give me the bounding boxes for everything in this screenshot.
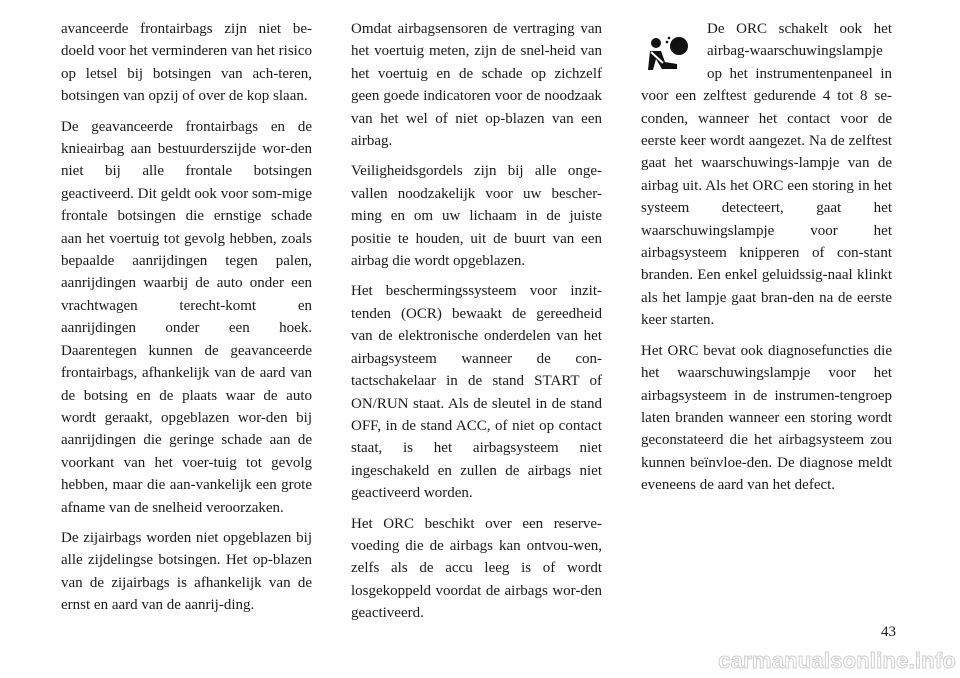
paragraph: De ORC schakelt ook het airbag-waarschuwingslampje op het instrumentenpaneel in voor een zelftest gedurende 4 tot 8 se-conden, wanneer het contact voor de eerste keer wordt aangezet. Na de zelftest gaat het waarschuwings-lampje van de airbag uit. Als het ORC een storing in het systeem detecteert, gaat het waarschuwingslampje voor het airbagsysteem knipperen of con-stant branden. Een enkel geluidssig-naal klinkt als het lampje gaat bran-den na de eerste keer starten. [641, 21, 892, 329]
icon-paragraph [641, 18, 892, 332]
paragraph: De geavanceerde frontairbags en de knieairbag aan bestuurderszijde wor-den niet bij alle frontale botsingen geactiveerd. Dit geldt ook voor som-mige frontale botsingen die ernstige schade aan het voertuig tot gevolg hebben, zoals bepaalde aanrijdingen tegen palen, aanrijdingen waarbij de auto onder een vrachtwagen terecht-komt en aanrijdingen onder een hoek. Daarentegen kunnen de geavanceerde frontairbags, afhankelijk van de aard van de botsing en de plaats waar de auto wordt geraakt, opgeblazen wor-den bij aanrijdingen die geringe schade aan de voorkant van het voer-tuig tot gevolg hebben, maar die aan-vankelijk een grote afname van de snelheid veroorzaken. [61, 118, 312, 516]
paragraph: Het beschermingssysteem voor inzit-tenden (OCR) bewaakt de gereedheid van de elektronische onderdelen van het airbagsysteem wanneer de con-tactschakelaar in de stand START of ON/RUN staat. Als de sleutel in de stand OFF, in de stand ACC, of niet op contact staat, is het airbagsysteem niet ingeschakeld en zullen de airbags niet geactiveerd worden. [351, 283, 602, 502]
paragraph: De zijairbags worden niet opgeblazen bij alle zijdelingse botsingen. Het op-blazen van de zijairbags is afhankelijk van de ernst en aard van de aanrij-ding. [61, 529, 312, 614]
paragraph: Het ORC bevat ook diagnosefuncties die het waarschuwingslampje voor het airbagsysteem in de instrumen-tengroep laten branden wanneer een storing wordt geconstateerd die het airbagsysteem zou kunnen beïnvloe-den. De diagnose meldt eveneens de aard van het defect. [641, 342, 892, 494]
page-number: 43 [881, 624, 896, 640]
paragraph: Veiligheidsgordels zijn bij alle onge-vallen noodzakelijk voor uw bescher-ming en om uw lichaam in de juiste positie te houden, uit de buurt van een airbag die wordt opgeblazen. [351, 163, 602, 270]
paragraph: avanceerde frontairbags zijn niet be-doeld voor het verminderen van het risico op letsel bij botsingen van ach-teren, botsingen van opzij of over de kop slaan. [61, 21, 312, 105]
paragraph: Omdat airbagsensoren de vertraging van het voertuig meten, zijn de snel-heid van het voertuig en de schade op zichzelf geen goede indicatoren voor de noodzaak van het wel of niet op-blazen van een airbag. [351, 21, 602, 150]
middle-column [351, 18, 602, 633]
airbag-warning-icon [641, 32, 697, 80]
paragraph: Het ORC beschikt over een reserve-voeding die de airbags kan ontvou-wen, zelfs als de accu leeg is of wordt losgekoppeld voordat de airbags wor-den geactiveerd. [351, 515, 602, 622]
left-column [61, 18, 312, 625]
watermark: carmanualsonline.info [718, 648, 956, 673]
right-column [641, 18, 892, 505]
